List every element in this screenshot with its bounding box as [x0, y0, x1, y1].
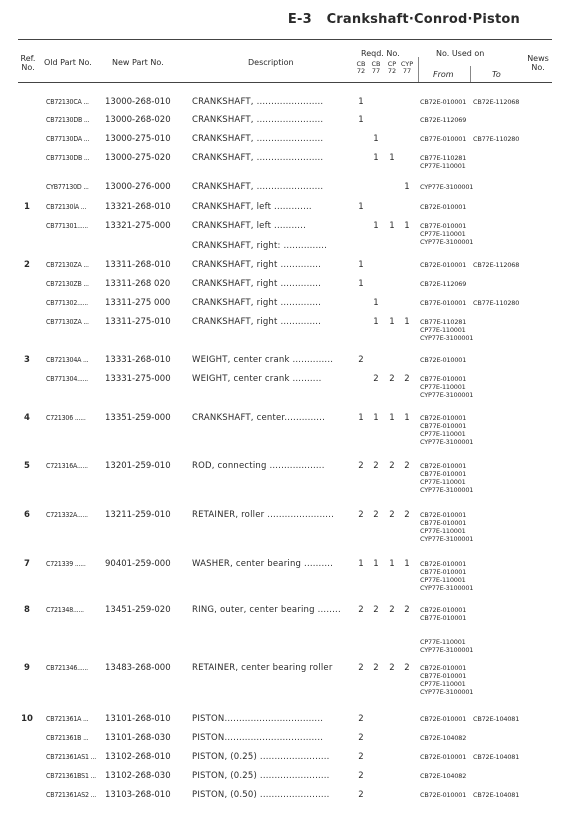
required-qty: 2 — [358, 771, 364, 781]
part-description: RETAINER, center bearing roller — [192, 663, 333, 673]
used-to-serial: CB72E-112068 — [473, 261, 520, 269]
new-part-number: 13000-275-010 — [105, 134, 171, 144]
new-part-number: 13311-275 000 — [105, 298, 171, 308]
old-part-number: C721339 ...... — [46, 560, 86, 568]
used-from-serial: CB72E-010001 — [420, 98, 467, 106]
required-qty: 1 — [404, 221, 410, 231]
new-part-number: 13311-268-010 — [105, 260, 171, 270]
part-description: CRANKSHAFT, right: ............... — [192, 241, 328, 251]
new-part-number: 13311-268 020 — [105, 279, 171, 289]
used-from-serial: CB72E-010001 — [420, 791, 467, 799]
part-description: WASHER, center bearing .......... — [192, 559, 334, 569]
used-from-serial: CP77E-110001 — [420, 326, 466, 334]
required-qty: 2 — [389, 461, 395, 471]
required-qty: 1 — [373, 298, 379, 308]
required-qty: 1 — [373, 317, 379, 327]
required-qty: 2 — [358, 790, 364, 800]
old-part-number: CB72130ZB ... — [46, 280, 89, 288]
header-ref: Ref. No. — [20, 54, 36, 72]
used-from-serial: CB77E-110281 — [420, 318, 467, 326]
used-from-list — [420, 222, 473, 246]
required-qty: 1 — [373, 559, 379, 569]
used-to-serial: CB72E-104081 — [473, 715, 520, 723]
old-part-number: CB72130ZA ... — [46, 261, 89, 269]
part-description: CRANKSHAFT, ....................... — [192, 97, 324, 107]
used-from-serial: CB72E-010001 — [420, 511, 467, 519]
used-from-serial: CB77E-010001 — [420, 568, 467, 576]
required-qty: 2 — [373, 510, 379, 520]
part-description: PISTON, (0.50) ........................ — [192, 790, 330, 800]
required-qty: 2 — [389, 663, 395, 673]
new-part-number: 13102-268-010 — [105, 752, 171, 762]
required-qty: 1 — [358, 202, 364, 212]
used-from-list — [420, 734, 466, 742]
used-from-serial: CB77E-010001 — [420, 375, 467, 383]
new-part-number: 13102-268-030 — [105, 771, 171, 781]
required-qty: 2 — [404, 663, 410, 673]
new-part-number: 13000-275-020 — [105, 153, 171, 163]
used-from-serial: CB72E-010001 — [420, 414, 467, 422]
used-from-serial: CYP77E-3100001 — [420, 238, 474, 246]
used-from-serial: CP77E-110001 — [420, 430, 466, 438]
used-from-serial: CB77E-010001 — [420, 470, 467, 478]
used-to-serial: CB72E-112068 — [473, 98, 520, 106]
used-from-serial: CYP77E-3100001 — [420, 535, 474, 543]
section-title: Crankshaft·Conrod·Piston — [326, 12, 520, 27]
part-description: CRANKSHAFT, ....................... — [192, 153, 324, 163]
used-from-serial: CYP77E-3100001 — [420, 688, 474, 696]
header-divider-from-to — [470, 66, 471, 82]
used-from-serial: CP77E-110001 — [420, 638, 466, 646]
used-from-serial: CB77E-010001 — [420, 222, 467, 230]
required-qty: 2 — [358, 714, 364, 724]
required-qty: 2 — [404, 374, 410, 384]
used-from-serial: CB72E-010001 — [420, 356, 467, 364]
old-part-number: C721316A...... — [46, 462, 88, 470]
used-to-serial: CB72E-104081 — [473, 753, 520, 761]
required-qty: 1 — [358, 97, 364, 107]
part-description: CRANKSHAFT, right .............. — [192, 298, 322, 308]
used-from-serial: CB77E-010001 — [420, 299, 467, 307]
used-from-list — [420, 772, 466, 780]
old-part-number: CYB77130D ... — [46, 183, 89, 191]
new-part-number: 13000-268-010 — [105, 97, 171, 107]
header-divider-used-on — [418, 57, 419, 82]
required-qty: 1 — [389, 221, 395, 231]
header-to: To — [492, 70, 501, 79]
used-from-list — [420, 299, 466, 307]
used-from-list — [420, 98, 466, 106]
part-description: CRANKSHAFT, ....................... — [192, 182, 324, 192]
old-part-number: CB721361BS1 ... — [46, 772, 96, 780]
new-part-number: 13211-259-010 — [105, 510, 171, 520]
required-qty: 2 — [358, 510, 364, 520]
old-part-number: CB771304...... — [46, 375, 88, 383]
new-part-number: 13331-268-010 — [105, 355, 171, 365]
used-from-serial: CB72E-010001 — [420, 715, 467, 723]
header-new-part-no: New Part No. — [112, 58, 164, 67]
page-title — [288, 12, 520, 27]
required-qty: 1 — [404, 559, 410, 569]
old-part-number: CB72130CA ... — [46, 98, 89, 106]
used-from-serial: CB77E-010001 — [420, 519, 467, 527]
used-from-list — [420, 664, 473, 696]
old-part-number: CB72130DB ... — [46, 116, 90, 124]
header-model-cyp77: CYP 77 — [400, 60, 414, 75]
required-qty: 2 — [404, 510, 410, 520]
required-qty: 2 — [373, 461, 379, 471]
new-part-number: 13351-259-000 — [105, 413, 171, 423]
ref-number: 5 — [24, 461, 30, 471]
required-qty: 1 — [389, 559, 395, 569]
new-part-number: 90401-259-000 — [105, 559, 171, 569]
used-from-serial: CP77E-110001 — [420, 383, 466, 391]
required-qty: 1 — [358, 413, 364, 423]
part-description: PISTON.................................. — [192, 714, 324, 724]
used-from-serial: CB72E-112069 — [420, 280, 467, 288]
old-part-number: CB721361A ... — [46, 715, 89, 723]
ref-number: 3 — [24, 355, 30, 365]
used-from-list — [420, 261, 466, 269]
used-from-serial: CP77E-110001 — [420, 680, 466, 688]
used-from-serial: CYP77E-3100001 — [420, 584, 474, 592]
used-from-serial: CB77E-010001 — [420, 135, 467, 143]
old-part-number: CB771302...... — [46, 299, 88, 307]
used-from-list — [420, 511, 473, 543]
used-to-serial: CB72E-104081 — [473, 791, 520, 799]
ref-number: 2 — [24, 260, 30, 270]
old-part-number: CB72130lA ... — [46, 203, 87, 211]
part-description: CRANKSHAFT, right .............. — [192, 317, 322, 327]
used-from-serial: CB72E-010001 — [420, 606, 467, 614]
used-from-serial: CP77E-110001 — [420, 527, 466, 535]
old-part-number: CB721304A ... — [46, 356, 89, 364]
used-from-serial: CP77E-110001 — [420, 230, 466, 238]
used-from-serial: CYP77E-3100001 — [420, 646, 474, 654]
used-from-serial: CYP77E-3100001 — [420, 438, 474, 446]
part-description: PISTON, (0.25) ........................ — [192, 771, 330, 781]
old-part-number: CB77130DB ... — [46, 154, 90, 162]
used-to-serial: CB77E-110280 — [473, 135, 520, 143]
new-part-number: 13000-276-000 — [105, 182, 171, 192]
required-qty: 2 — [404, 461, 410, 471]
new-part-number: 13321-275-000 — [105, 221, 171, 231]
required-qty: 2 — [358, 461, 364, 471]
used-from-serial: CB77E-010001 — [420, 672, 467, 680]
used-from-serial: CP77E-110001 — [420, 162, 466, 170]
required-qty: 1 — [358, 559, 364, 569]
required-qty: 2 — [358, 355, 364, 365]
header-old-part-no: Old Part No. — [44, 58, 92, 67]
new-part-number: 13483-268-000 — [105, 663, 171, 673]
used-from-list — [420, 116, 466, 124]
header-model-cb72: CB 72 — [356, 60, 366, 75]
header-reqd-no: Reqd. No. — [361, 49, 400, 58]
used-from-list — [420, 183, 473, 191]
required-qty: 1 — [358, 115, 364, 125]
required-qty: 2 — [373, 663, 379, 673]
required-qty: 1 — [389, 153, 395, 163]
required-qty: 2 — [358, 605, 364, 615]
header-top-rule — [18, 39, 552, 40]
ref-number: 6 — [24, 510, 30, 520]
new-part-number: 13331-275-000 — [105, 374, 171, 384]
used-from-list — [420, 791, 466, 799]
used-to-serial: CB77E-110280 — [473, 299, 520, 307]
used-from-list — [420, 414, 473, 446]
used-from-list — [420, 318, 473, 342]
used-from-list — [420, 154, 466, 170]
used-from-list — [420, 280, 466, 288]
used-from-serial: CYP77E-3100001 — [420, 334, 474, 342]
new-part-number: 13103-268-010 — [105, 790, 171, 800]
old-part-number: CB77130ZA ... — [46, 318, 89, 326]
ref-number: 1 — [24, 202, 30, 212]
required-qty: 2 — [404, 605, 410, 615]
used-from-list — [420, 753, 466, 761]
part-description: CRANKSHAFT, right .............. — [192, 279, 322, 289]
required-qty: 2 — [358, 752, 364, 762]
old-part-number: CB721361AS2 ... — [46, 791, 97, 799]
used-from-serial: CB72E-010001 — [420, 261, 467, 269]
part-description: RING, outer, center bearing ........ — [192, 605, 341, 615]
part-description: PISTON.................................. — [192, 733, 324, 743]
part-description: CRANKSHAFT, ....................... — [192, 134, 324, 144]
part-description: CRANKSHAFT, right .............. — [192, 260, 322, 270]
required-qty: 1 — [404, 182, 410, 192]
old-part-number: CB721361AS1 ... — [46, 753, 97, 761]
required-qty: 1 — [404, 413, 410, 423]
required-qty: 2 — [389, 374, 395, 384]
used-from-list — [420, 560, 473, 592]
used-from-serial: CB77E-110281 — [420, 154, 467, 162]
old-part-number: C721306 ...... — [46, 414, 86, 422]
used-from-serial: CYP77E-3100001 — [420, 486, 474, 494]
header-news-no: News No. — [527, 54, 549, 72]
ref-number: 10 — [21, 714, 33, 724]
header-model-cb77: CB 77 — [371, 60, 381, 75]
used-from-serial: CYP77E-3100001 — [420, 183, 474, 191]
part-description: CRANKSHAFT, ....................... — [192, 115, 324, 125]
required-qty: 2 — [358, 663, 364, 673]
used-from-list — [420, 135, 466, 143]
old-part-number: CB771301...... — [46, 222, 88, 230]
new-part-number: 13101-268-030 — [105, 733, 171, 743]
required-qty: 2 — [389, 605, 395, 615]
required-qty: 2 — [358, 733, 364, 743]
old-part-number: CB721346...... — [46, 664, 88, 672]
used-from-list — [420, 356, 466, 364]
used-from-list — [420, 606, 473, 654]
part-description: CRANKSHAFT, center.............. — [192, 413, 325, 423]
ref-number: 8 — [24, 605, 30, 615]
required-qty: 1 — [373, 413, 379, 423]
new-part-number: 13451-259-020 — [105, 605, 171, 615]
ref-number: 9 — [24, 663, 30, 673]
old-part-number: C721348...... — [46, 606, 84, 614]
part-description: RETAINER, roller ....................... — [192, 510, 334, 520]
used-from-serial: CYP77E-3100001 — [420, 391, 474, 399]
new-part-number: 13101-268-010 — [105, 714, 171, 724]
required-qty: 2 — [373, 605, 379, 615]
required-qty: 1 — [373, 134, 379, 144]
used-from-serial — [420, 622, 473, 638]
header-used-on: No. Used on — [436, 49, 485, 58]
required-qty: 1 — [358, 260, 364, 270]
required-qty: 1 — [373, 153, 379, 163]
new-part-number: 13321-268-010 — [105, 202, 171, 212]
used-from-serial: CP77E-110001 — [420, 478, 466, 486]
used-from-serial: CB72E-104082 — [420, 772, 467, 780]
old-part-number: C721332A...... — [46, 511, 88, 519]
new-part-number: 13000-268-020 — [105, 115, 171, 125]
used-from-serial: CB72E-010001 — [420, 560, 467, 568]
header-description: Description — [248, 58, 294, 67]
used-from-serial: CB77E-010001 — [420, 614, 467, 622]
ref-number: 7 — [24, 559, 30, 569]
part-description: CRANKSHAFT, left ............. — [192, 202, 312, 212]
required-qty: 2 — [389, 510, 395, 520]
used-from-serial: CP77E-110001 — [420, 576, 466, 584]
used-from-serial: CB72E-104082 — [420, 734, 467, 742]
used-from-list — [420, 203, 466, 211]
header-from: From — [433, 70, 454, 79]
ref-number: 4 — [24, 413, 30, 423]
used-from-serial: CB72E-010001 — [420, 462, 467, 470]
used-from-list — [420, 462, 473, 494]
required-qty: 1 — [389, 413, 395, 423]
new-part-number: 13201-259-010 — [105, 461, 171, 471]
used-from-serial: CB77E-010001 — [420, 422, 467, 430]
part-description: WEIGHT, center crank .......... — [192, 374, 322, 384]
section-code: E-3 — [287, 12, 312, 27]
required-qty: 1 — [389, 317, 395, 327]
used-from-list — [420, 375, 473, 399]
used-from-serial: CB72E-112069 — [420, 116, 467, 124]
header-bottom-rule — [18, 82, 552, 83]
used-from-list — [420, 715, 466, 723]
part-description: CRANKSHAFT, left ........... — [192, 221, 306, 231]
part-description: WEIGHT, center crank .............. — [192, 355, 334, 365]
required-qty: 1 — [358, 279, 364, 289]
required-qty: 1 — [404, 317, 410, 327]
new-part-number: 13311-275-010 — [105, 317, 171, 327]
used-from-serial: CB72E-010001 — [420, 753, 467, 761]
header-model-cp72: CP 72 — [387, 60, 397, 75]
used-from-serial: CB72E-010001 — [420, 664, 467, 672]
part-description: ROD, connecting ................... — [192, 461, 325, 471]
old-part-number: CB77130DA ... — [46, 135, 90, 143]
part-description: PISTON, (0.25) ........................ — [192, 752, 330, 762]
required-qty: 2 — [373, 374, 379, 384]
old-part-number: CB721361B ... — [46, 734, 89, 742]
required-qty: 1 — [373, 221, 379, 231]
used-from-serial: CB72E-010001 — [420, 203, 467, 211]
